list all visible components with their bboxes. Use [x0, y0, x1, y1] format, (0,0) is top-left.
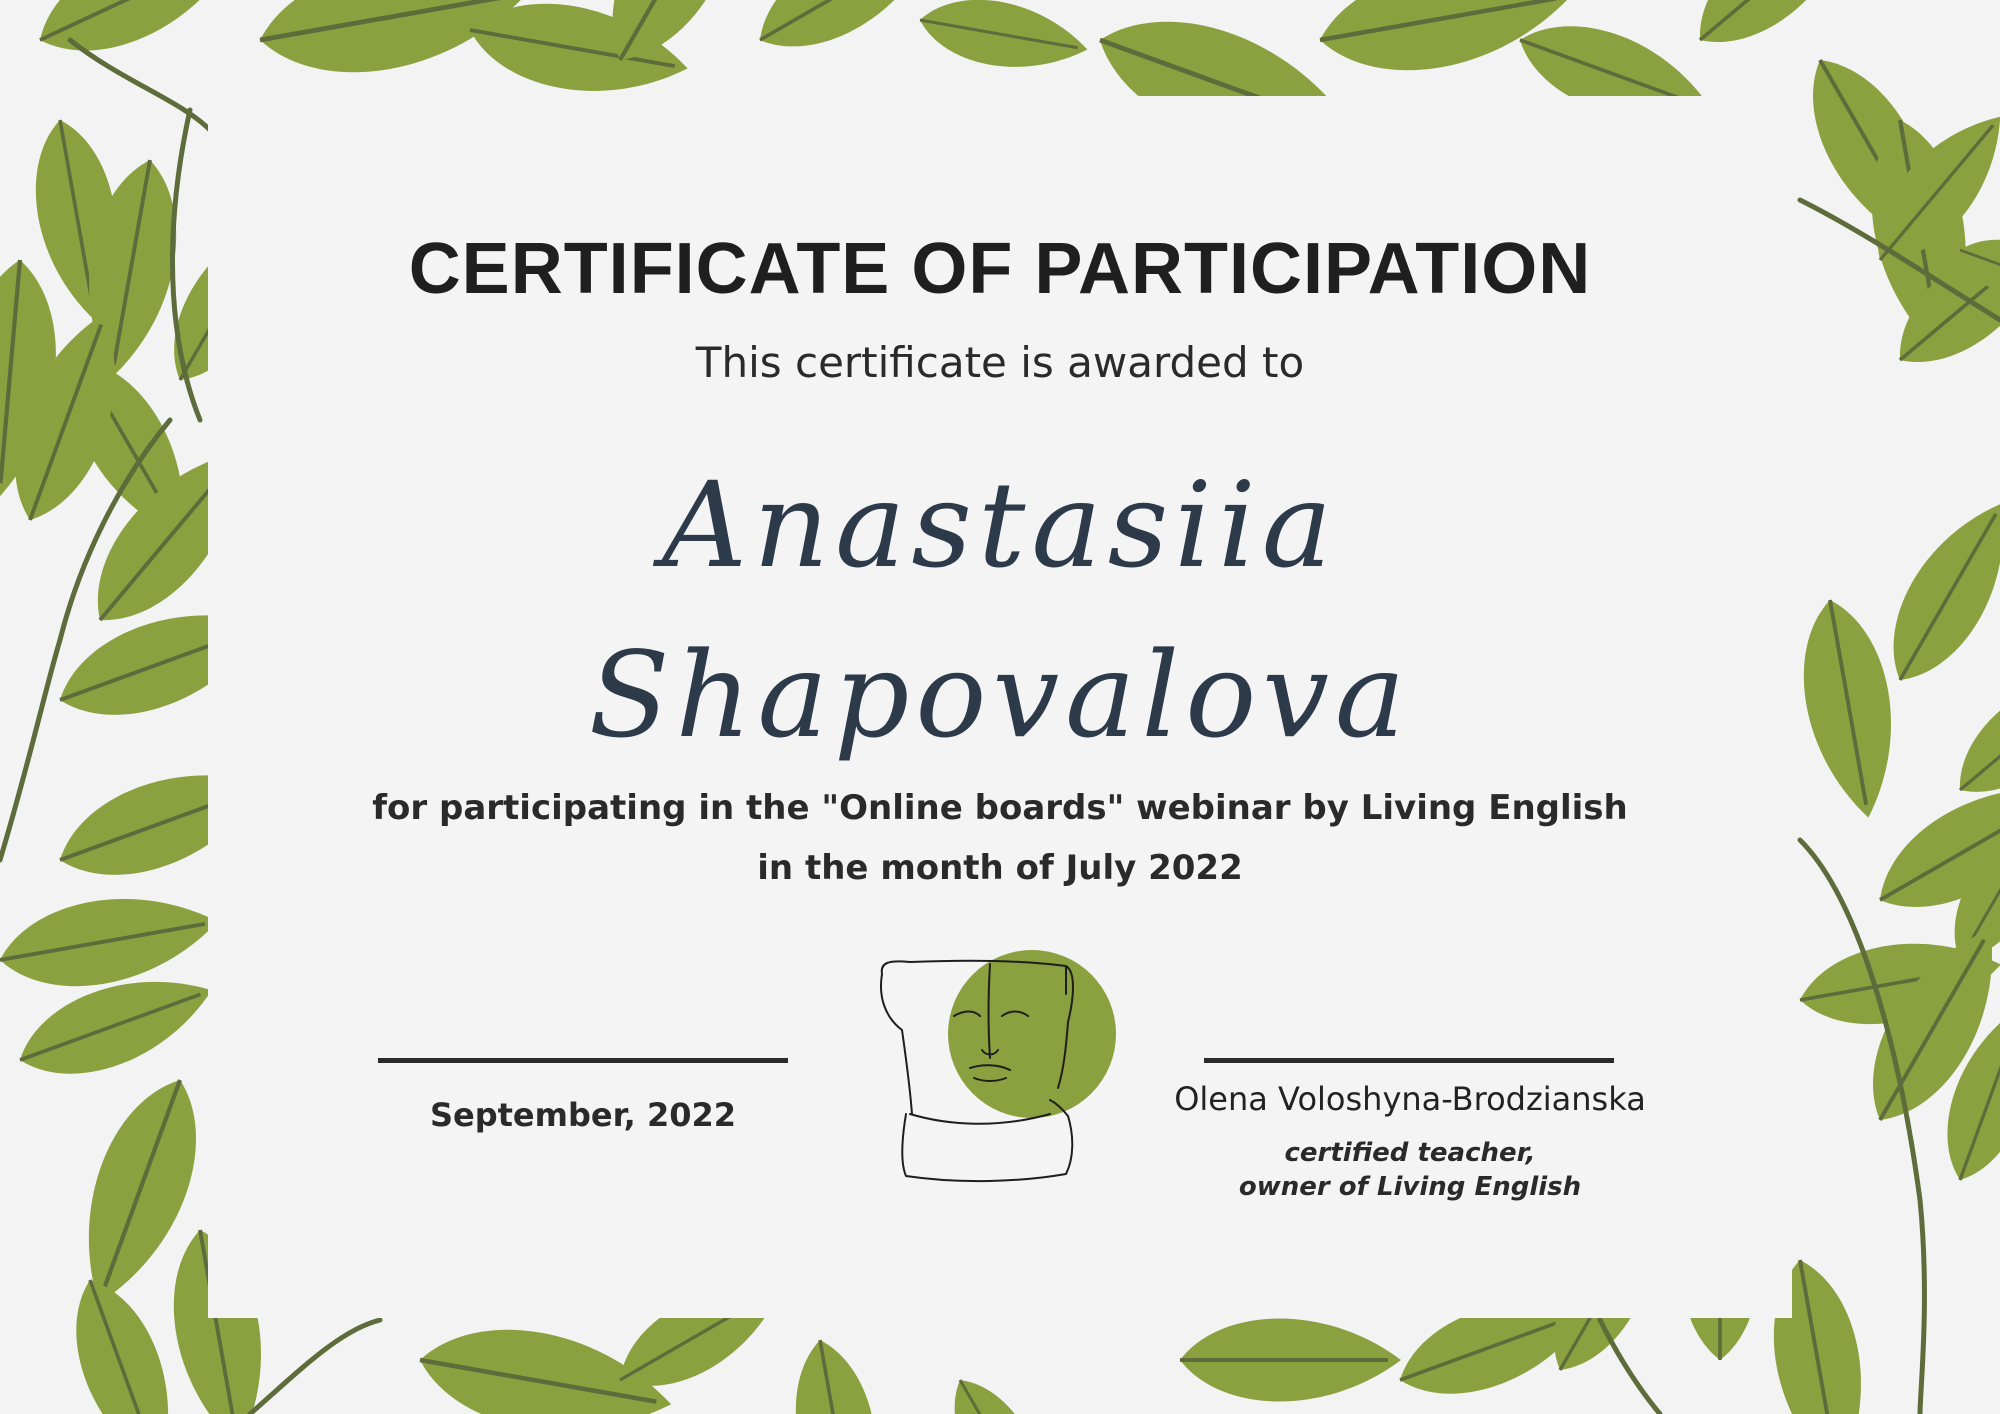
leaf-icon [914, 0, 1092, 81]
award-reason-line-2: in the month of July 2022 [757, 848, 1243, 888]
award-reason-line-1: for participating in the "Online boards" webinar by Living English [372, 788, 1628, 828]
signer-role-line-1: certified teacher, [1284, 1138, 1536, 1168]
signer-name: Olena Voloshyna-Brodzianska [1174, 1080, 1646, 1118]
leaf-icon [22, 0, 257, 78]
signature-line [1204, 1058, 1614, 1063]
leaf-icon [54, 1267, 196, 1414]
certificate-date: September, 2022 [429, 1096, 737, 1134]
recipient-first-name: Anastasiia [661, 456, 1339, 594]
leaf-icon [0, 881, 225, 1001]
bust-sketch-icon [870, 938, 1130, 1188]
leaf-icon [741, 0, 956, 73]
date-signature-line [378, 1058, 788, 1063]
leaf-icon [782, 1333, 893, 1414]
signer-role-line-2: owner of Living English [1238, 1172, 1582, 1202]
certificate-subtitle: This certificate is awarded to [695, 338, 1305, 387]
recipient-last-name: Shapovalova [588, 626, 1412, 764]
leaf-icon [932, 1364, 1072, 1414]
certificate-title: CERTIFICATE OF PARTICIPATION [408, 229, 1592, 309]
leaf-icon [1675, 0, 1880, 69]
leaf-icon [1180, 1319, 1401, 1402]
